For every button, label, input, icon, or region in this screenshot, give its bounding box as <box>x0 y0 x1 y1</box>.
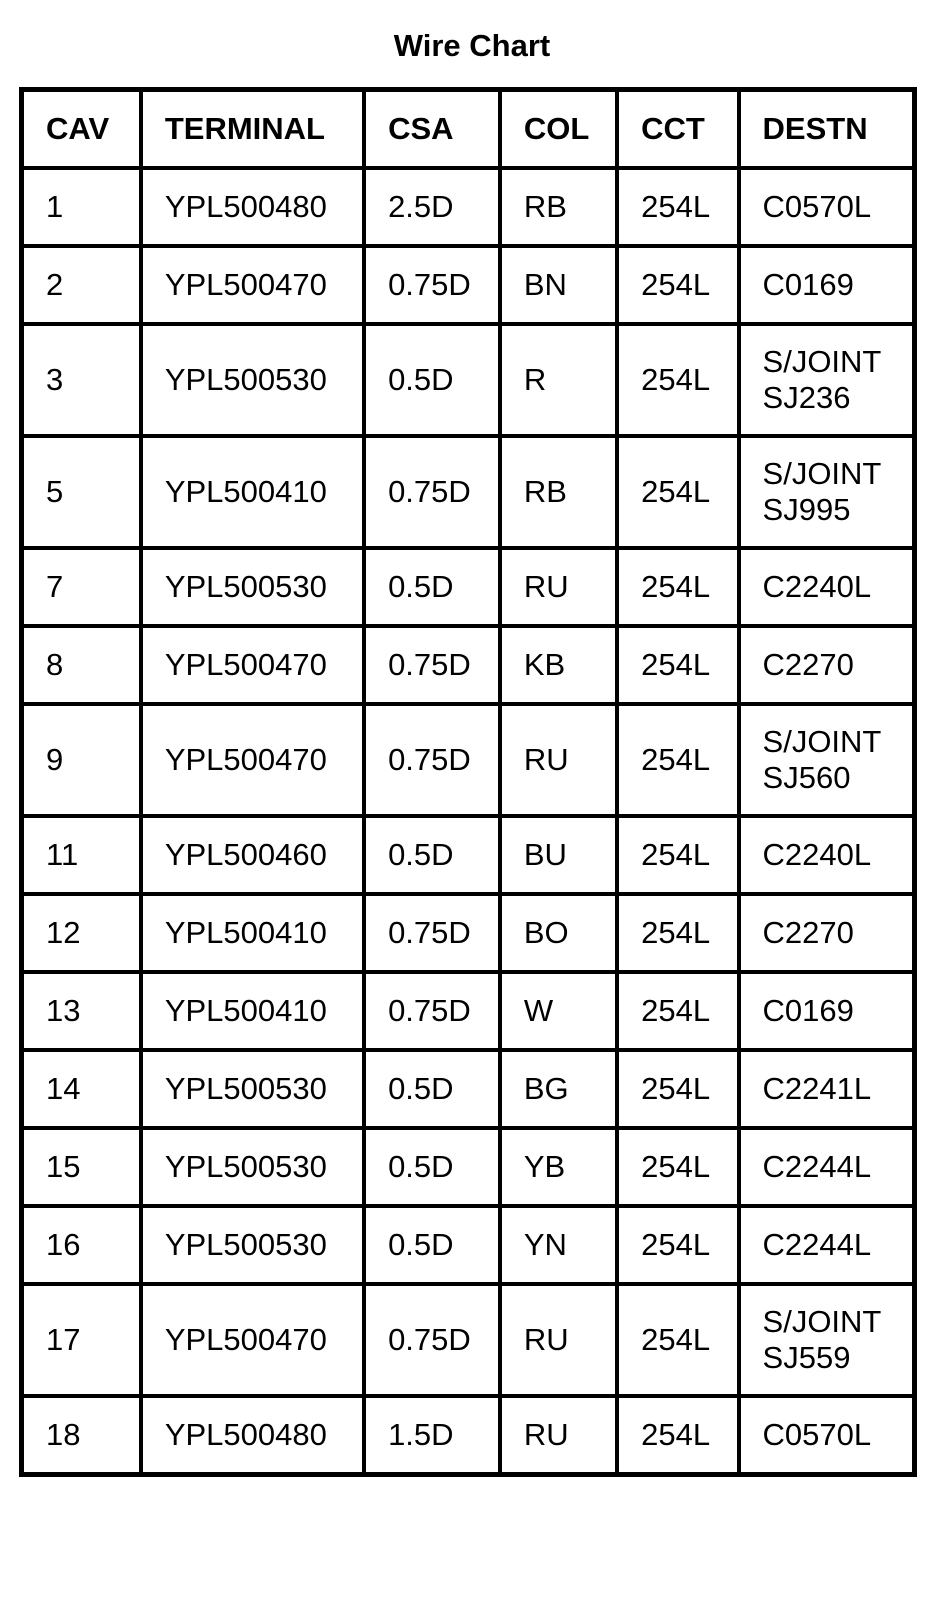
cell-cav: 7 <box>22 548 141 626</box>
table-body <box>22 168 915 1475</box>
cell-cav: 1 <box>22 168 141 246</box>
table-row <box>22 548 915 626</box>
cell-terminal: YPL500470 <box>141 246 364 324</box>
cell-cav: 5 <box>22 436 141 548</box>
cell-cct: 254L <box>617 704 738 816</box>
cell-csa: 0.75D <box>364 704 500 816</box>
cell-destn <box>739 1050 915 1128</box>
cell-col: RU <box>500 548 617 626</box>
cell-cct: 254L <box>617 548 738 626</box>
cell-destn <box>739 1128 915 1206</box>
cell-cav: 12 <box>22 894 141 972</box>
table-row <box>22 1050 915 1128</box>
table-row <box>22 626 915 704</box>
destn-line: C2244L <box>762 1227 872 1262</box>
cell-cct: 254L <box>617 626 738 704</box>
cell-terminal: YPL500480 <box>141 168 364 246</box>
table-row <box>22 168 915 246</box>
cell-csa: 2.5D <box>364 168 500 246</box>
cell-cct: 254L <box>617 894 738 972</box>
cell-terminal: YPL500530 <box>141 1206 364 1284</box>
destn-line: S/JOINT <box>762 1304 882 1339</box>
cell-csa: 0.5D <box>364 816 500 894</box>
page-title: Wire Chart <box>393 28 551 63</box>
cell-destn <box>739 704 915 816</box>
destn-line: S/JOINT <box>762 456 882 491</box>
cell-cav: 14 <box>22 1050 141 1128</box>
cell-csa: 0.5D <box>364 324 500 436</box>
destn-line: S/JOINT <box>762 344 882 379</box>
cell-col: W <box>500 972 617 1050</box>
cell-col: RU <box>500 1396 617 1475</box>
cell-destn <box>739 816 915 894</box>
destn-line: C0570L <box>762 189 872 224</box>
table-row <box>22 704 915 816</box>
cell-csa: 0.75D <box>364 626 500 704</box>
destn-line: C2240L <box>762 837 872 872</box>
cell-cav: 17 <box>22 1284 141 1396</box>
destn-line: SJ559 <box>762 1340 851 1375</box>
cell-col: RU <box>500 1284 617 1396</box>
cell-cav: 2 <box>22 246 141 324</box>
cell-cav: 18 <box>22 1396 141 1475</box>
cell-csa: 0.75D <box>364 436 500 548</box>
destn-line: C2244L <box>762 1149 872 1184</box>
cell-cav: 9 <box>22 704 141 816</box>
cell-cav: 8 <box>22 626 141 704</box>
cell-cct: 254L <box>617 1206 738 1284</box>
table-row <box>22 436 915 548</box>
column-header-col: COL <box>500 90 617 169</box>
cell-destn <box>739 894 915 972</box>
destn-line: C2240L <box>762 569 872 604</box>
cell-csa: 0.75D <box>364 1284 500 1396</box>
cell-terminal: YPL500460 <box>141 816 364 894</box>
cell-destn <box>739 1206 915 1284</box>
cell-terminal: YPL500530 <box>141 548 364 626</box>
cell-cav: 15 <box>22 1128 141 1206</box>
cell-destn <box>739 1284 915 1396</box>
cell-csa: 0.75D <box>364 246 500 324</box>
cell-destn <box>739 548 915 626</box>
cell-terminal: YPL500530 <box>141 324 364 436</box>
cell-cct: 254L <box>617 1284 738 1396</box>
cell-col: RU <box>500 704 617 816</box>
cell-cct: 254L <box>617 246 738 324</box>
cell-terminal: YPL500530 <box>141 1128 364 1206</box>
cell-destn <box>739 436 915 548</box>
cell-cct: 254L <box>617 324 738 436</box>
destn-line: SJ236 <box>762 380 851 415</box>
cell-csa: 1.5D <box>364 1396 500 1475</box>
cell-cav: 11 <box>22 816 141 894</box>
cell-cct: 254L <box>617 1050 738 1128</box>
destn-line: C2270 <box>762 915 854 950</box>
cell-col: RB <box>500 168 617 246</box>
cell-col: RB <box>500 436 617 548</box>
cell-destn <box>739 246 915 324</box>
cell-cct: 254L <box>617 1396 738 1475</box>
destn-line: C0169 <box>762 267 854 302</box>
wire-chart-table <box>19 87 917 1477</box>
table-row <box>22 1396 915 1475</box>
cell-terminal: YPL500410 <box>141 436 364 548</box>
cell-destn <box>739 1396 915 1475</box>
destn-line: SJ560 <box>762 760 851 795</box>
cell-terminal: YPL500470 <box>141 704 364 816</box>
destn-line: C0570L <box>762 1417 872 1452</box>
destn-line: C2241L <box>762 1071 872 1106</box>
cell-cct: 254L <box>617 436 738 548</box>
cell-csa: 0.75D <box>364 972 500 1050</box>
cell-cct: 254L <box>617 1128 738 1206</box>
table-row <box>22 1206 915 1284</box>
cell-csa: 0.5D <box>364 1128 500 1206</box>
cell-col: BG <box>500 1050 617 1128</box>
table-row <box>22 1284 915 1396</box>
cell-csa: 0.75D <box>364 894 500 972</box>
cell-terminal: YPL500470 <box>141 626 364 704</box>
column-header-cct: CCT <box>617 90 738 169</box>
cell-col: YB <box>500 1128 617 1206</box>
column-header-destn: DESTN <box>739 90 915 169</box>
cell-cav: 13 <box>22 972 141 1050</box>
cell-col: KB <box>500 626 617 704</box>
column-header-csa: CSA <box>364 90 500 169</box>
cell-destn <box>739 972 915 1050</box>
table-header-row <box>22 90 915 169</box>
cell-destn <box>739 168 915 246</box>
cell-terminal: YPL500530 <box>141 1050 364 1128</box>
destn-line: C2270 <box>762 647 854 682</box>
cell-col: R <box>500 324 617 436</box>
cell-terminal: YPL500470 <box>141 1284 364 1396</box>
cell-terminal: YPL500410 <box>141 894 364 972</box>
cell-terminal: YPL500480 <box>141 1396 364 1475</box>
cell-cct: 254L <box>617 168 738 246</box>
cell-destn <box>739 626 915 704</box>
table-row <box>22 324 915 436</box>
cell-cav: 3 <box>22 324 141 436</box>
table-row <box>22 894 915 972</box>
table-row <box>22 816 915 894</box>
cell-cct: 254L <box>617 816 738 894</box>
cell-cct: 254L <box>617 972 738 1050</box>
cell-cav: 16 <box>22 1206 141 1284</box>
table-row <box>22 246 915 324</box>
column-header-cav: CAV <box>22 90 141 169</box>
table-row <box>22 1128 915 1206</box>
cell-csa: 0.5D <box>364 1206 500 1284</box>
cell-terminal: YPL500410 <box>141 972 364 1050</box>
cell-csa: 0.5D <box>364 1050 500 1128</box>
destn-line: SJ995 <box>762 492 851 527</box>
destn-line: S/JOINT <box>762 724 882 759</box>
cell-col: BO <box>500 894 617 972</box>
column-header-terminal: TERMINAL <box>141 90 364 169</box>
cell-destn <box>739 324 915 436</box>
destn-line: C0169 <box>762 993 854 1028</box>
cell-col: BU <box>500 816 617 894</box>
cell-col: YN <box>500 1206 617 1284</box>
cell-col: BN <box>500 246 617 324</box>
table-row <box>22 972 915 1050</box>
cell-csa: 0.5D <box>364 548 500 626</box>
